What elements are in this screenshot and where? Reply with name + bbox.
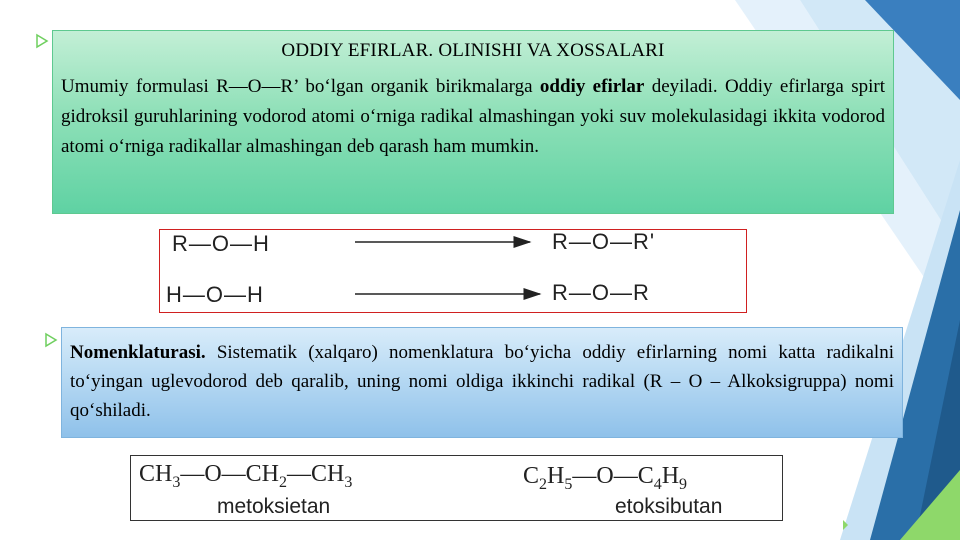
bullet-arrows <box>0 0 60 540</box>
nomenclature-box <box>61 327 903 438</box>
bullet-arrow-icon <box>46 334 56 346</box>
definition-box <box>52 30 894 214</box>
reaction-1-product: R—O—R' <box>552 230 656 254</box>
reaction-2-product: R—O—R <box>552 280 650 305</box>
nomenclature-text: Sistematik (xalqaro) nomenklatura bo‘yicha oddiy efirlarning nomi katta radikalni to‘yingan uglevodorod deb qaralib, uning nomi oldiga ikkinchi radikal (R – O – Alkoksigruppa) nomi qo‘shiladi. <box>70 342 894 421</box>
page-title: ODDIY EFIRLAR. OLINISHI VA XOSSALARI <box>281 40 665 61</box>
reaction-scheme <box>159 229 747 313</box>
nomenclature-paragraph <box>70 338 894 425</box>
definition-term: oddiy efirlar <box>539 76 645 97</box>
bullet-arrow-icon <box>37 35 47 47</box>
definition-paragraph <box>61 72 885 162</box>
examples-box <box>130 455 783 521</box>
nomenclature-heading: Nomenklaturasi. <box>70 342 206 363</box>
example-2-formula: $C_2H_5—O—C_4H_9$ <box>523 463 688 493</box>
reaction-2-reactant: H—O—H <box>166 282 264 307</box>
example-1-name: metoksietan <box>217 495 331 518</box>
example-1-formula: $CH_3—O—CH_2—CH_3$ <box>139 461 353 491</box>
example-2-name: etoksibutan <box>615 495 723 518</box>
definition-text-start: Umumiy formulasi R—O—R’ bo‘lgan organik birikmalarga <box>61 76 540 97</box>
reaction-1-reactant: R—O—H <box>172 231 270 256</box>
definition-text-end: deyiladi. Oddiy efirlarga spirt gidroksil guruhlarining vodorod atomi o‘rniga radikal almashingan yoki suv molekulasidagi ikkita vodorod atomi o‘rniga radikallar almashingan deb qarash ham mumkin. <box>61 76 885 157</box>
